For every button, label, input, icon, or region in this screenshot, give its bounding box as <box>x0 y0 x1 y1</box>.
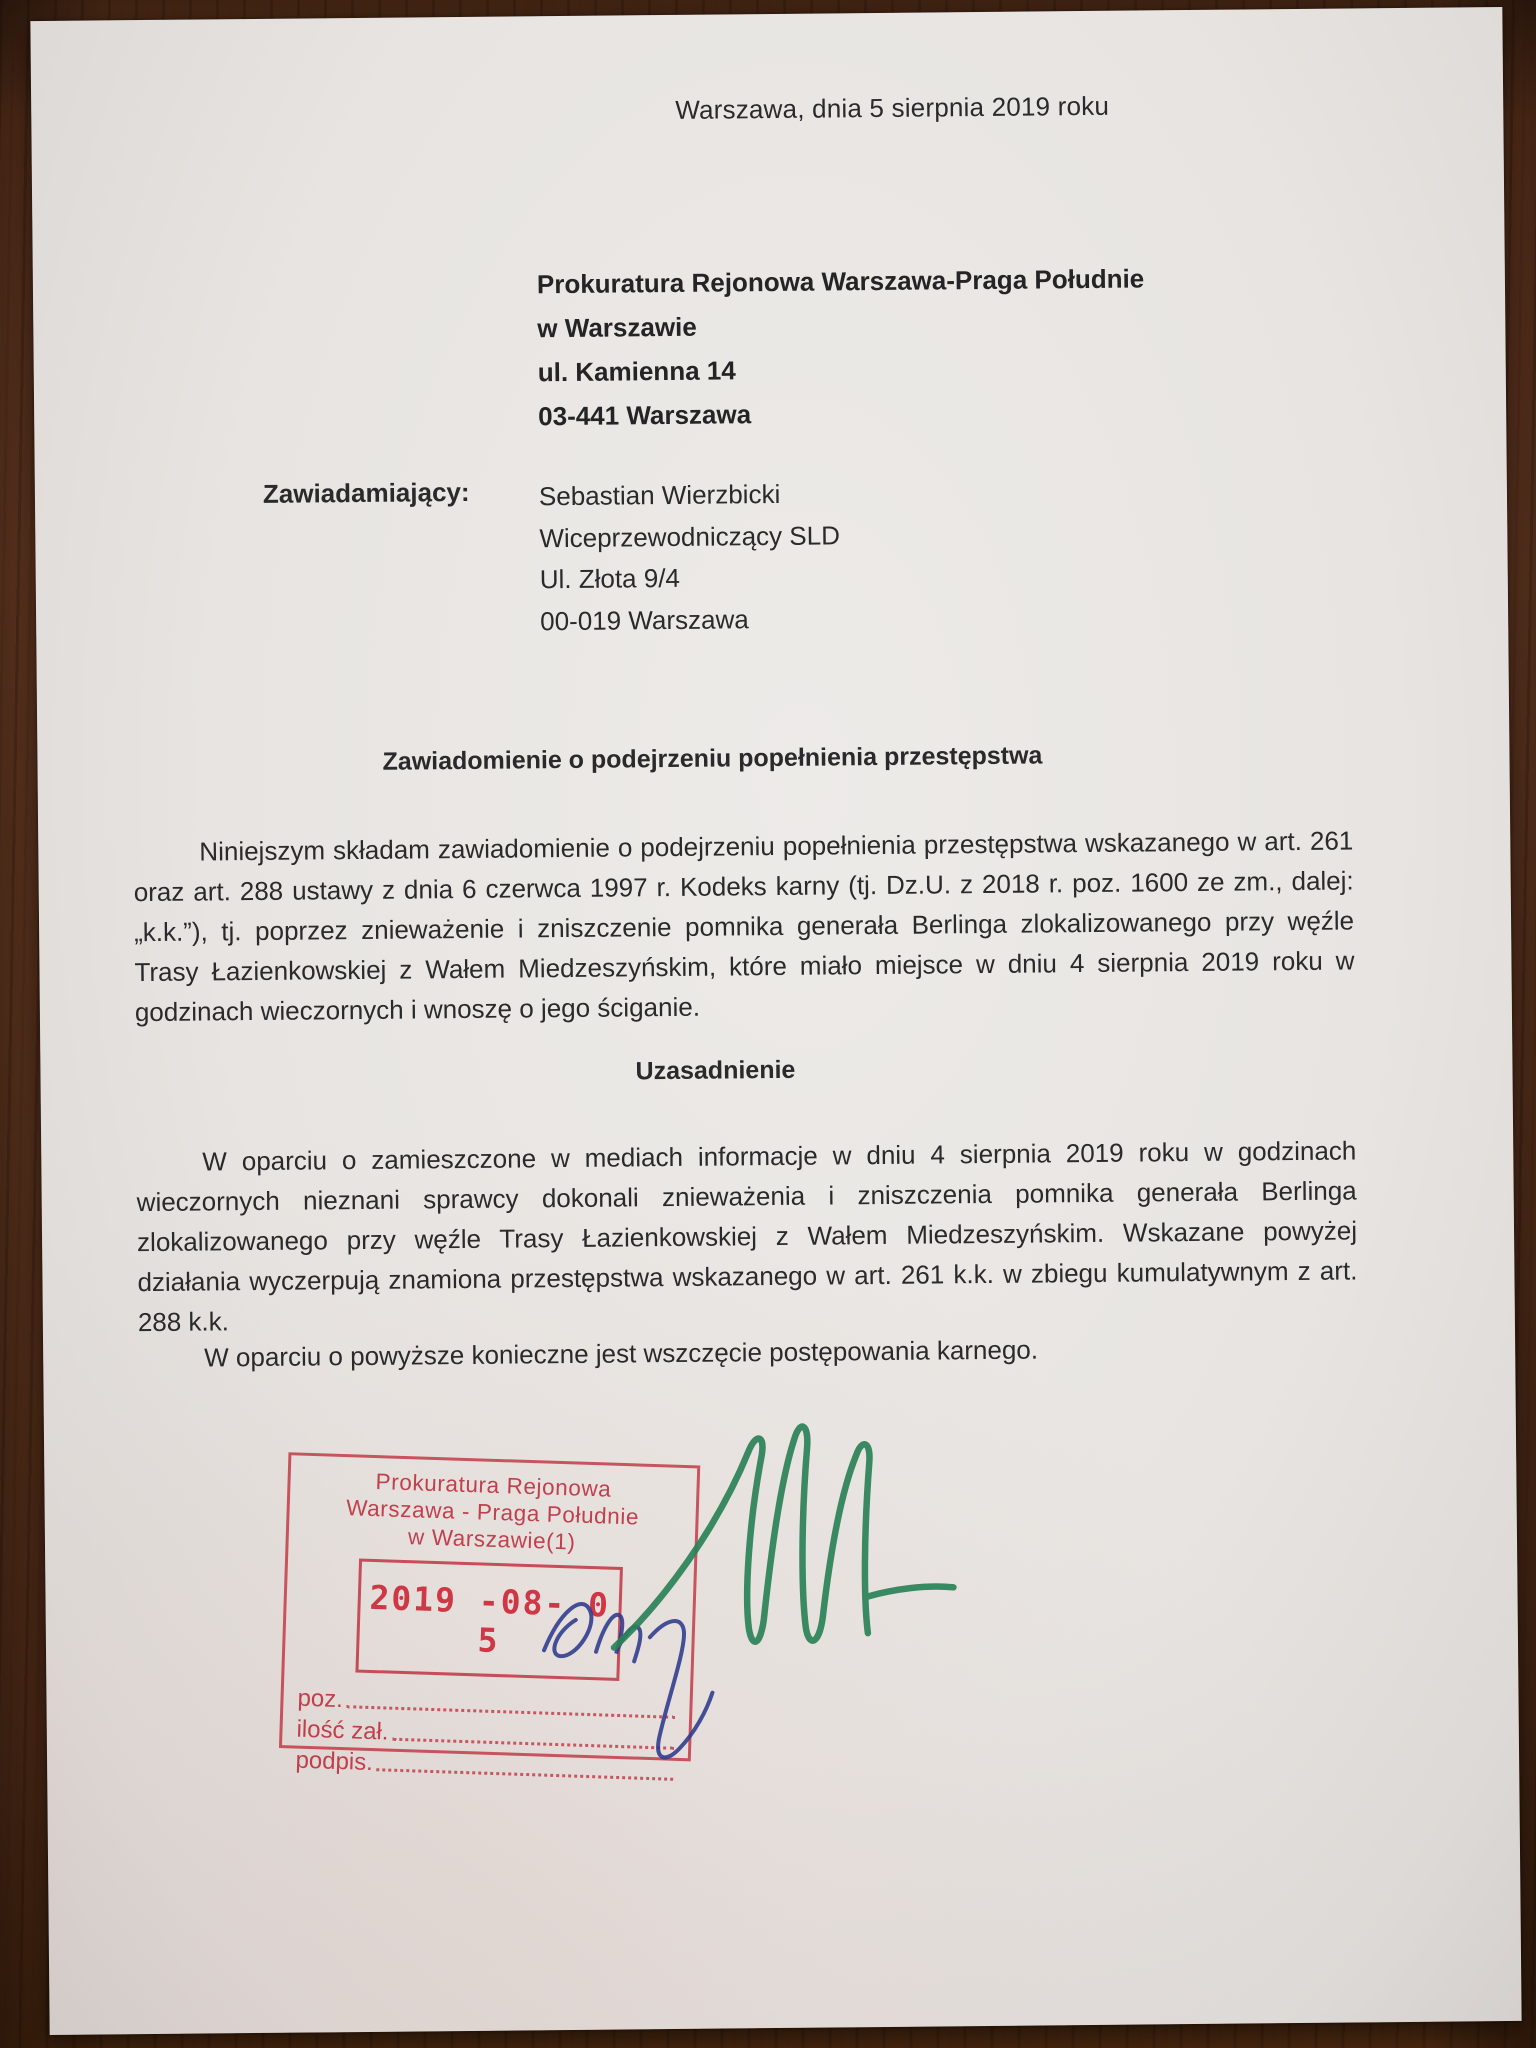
notifier-label: Zawiadamiający: <box>262 476 470 509</box>
prosecutor-office-stamp <box>279 1452 700 1777</box>
recipient-line: ul. Kamienna 14 <box>537 355 736 388</box>
recipient-line: 03-441 Warszawa <box>538 399 752 432</box>
recipient-address-block <box>537 256 1146 438</box>
stamp-field-label: poz. <box>297 1684 344 1714</box>
date-line: Warszawa, dnia 5 sierpnia 2019 roku <box>675 90 1110 125</box>
section-heading-justification: Uzasadnienie <box>635 1055 796 1086</box>
paragraph-closing: W oparciu o powyższe konieczne jest wszczęcie postępowania karnego. <box>204 1334 1039 1373</box>
stamp-date: 2019 -08- 0 5 <box>355 1559 623 1681</box>
recipient-line: Prokuratura Rejonowa Warszawa-Praga Południe <box>536 263 1145 300</box>
stamp-office-line: Warszawa - Praga Południe <box>345 1495 640 1530</box>
dotted-leader <box>377 1767 674 1781</box>
dotted-leader <box>392 1737 674 1750</box>
document-title: Zawiadomienie o podejrzeniu popełnienia przestępstwa <box>382 741 1043 776</box>
stamp-field-label: ilość zał. <box>296 1715 389 1746</box>
stamp-office-name <box>302 1466 682 1559</box>
stamp-office-line: Prokuratura Rejonowa <box>375 1469 612 1502</box>
paragraph-notification: Niniejszym składam zawiadomienie o podejrzeniu popełnienia przestępstwa wskazanego w art. 261 oraz art. 288 ustawy z dnia 6 czerwca 1997 r. Kodeks karny (tj. Dz.U. z 2018 r. poz. 1600 ze zm., dalej: „k.k.”), tj. poprzez znieważenie i zniszczenie pomnika generała Berlinga zlokalizowanego przy węźle Trasy Łazienkowskiej z Wałem Miedzeszyńskim, które miało miejsce w dniu 4 sierpnia 2019 roku w godzinach wieczornych i wnoszę o jego ściganie. <box>133 825 1355 1028</box>
notifier-line: 00-019 Warszawa <box>540 603 749 636</box>
notifier-address-block <box>539 473 841 642</box>
stamp-field-label: podpis. <box>295 1746 374 1777</box>
notifier-line: Wiceprzewodniczący SLD <box>539 519 841 553</box>
notifier-line: Ul. Złota 9/4 <box>539 562 681 595</box>
notifier-line: Sebastian Wierzbicki <box>538 478 781 512</box>
paragraph-justification: W oparciu o zamieszczone w mediach informacje w dniu 4 sierpnia 2019 roku w godzinach wieczornych nieznani sprawcy dokonali znieważenia i zniszczenia pomnika generała Berlinga zlokalizowanego przy węźle Trasy Łazienkowskiej z Wałem Miedzeszyńskim. Wskazane powyżej działania wyczerpują znamiona przestępstwa wskazanego w art. 261 k.k. w zbiegu kumulatywnym z art. 288 k.k. <box>136 1135 1358 1338</box>
stamp-office-line: w Warszawie(1) <box>407 1524 576 1555</box>
recipient-line: w Warszawie <box>537 311 697 344</box>
document-page <box>30 7 1521 2035</box>
